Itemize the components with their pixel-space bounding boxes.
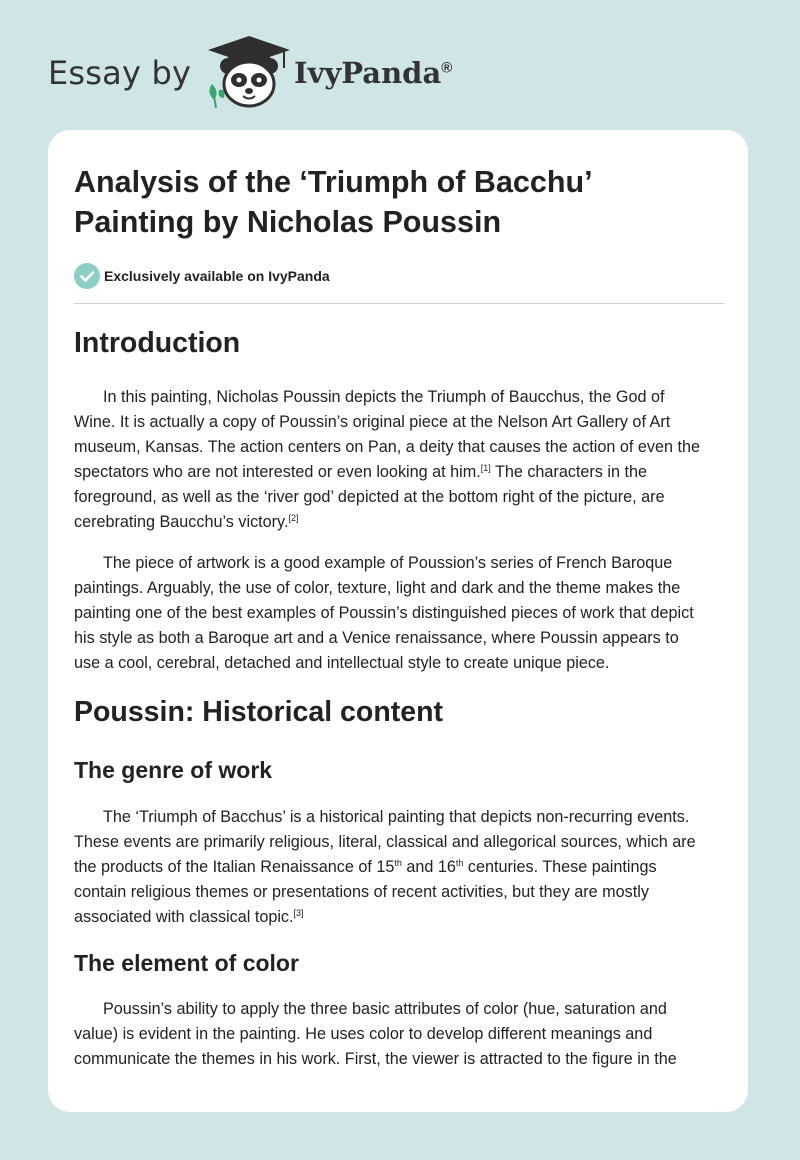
paragraph-intro-2 [74, 551, 724, 676]
text-run: associated with classical topic. [74, 908, 294, 926]
paragraph-line: In this painting, Nicholas Poussin depicts the Triumph of Baucchus, the God of [103, 388, 665, 406]
text-run: spectators who are not interested or even looking at him. [74, 463, 481, 481]
paragraph-line: These events are primarily religious, literal, classical and allegorical sources, which are [74, 833, 696, 851]
superscript[interactable]: [3] [293, 908, 304, 918]
paragraph-line: communicate the themes in his work. First, the viewer is attracted to the figure in the [74, 1050, 677, 1068]
superscript[interactable]: [2] [288, 513, 299, 523]
paragraph-line [74, 905, 724, 930]
superscript: th [455, 858, 464, 868]
paragraph-line [74, 855, 724, 880]
subheading-color: The element of color [74, 950, 299, 976]
paragraph-line: use a cool, cerebral, detached and intellectual style to create unique piece. [74, 654, 610, 672]
badge-label: Exclusively available on IvyPanda [104, 268, 330, 284]
text-run: the products of the Italian Renaissance of 15 [74, 858, 395, 876]
paragraph-line: Wine. It is actually a copy of Poussin’s original piece at the Nelson Art Gallery of Art [74, 413, 671, 431]
superscript[interactable]: [1] [480, 463, 491, 473]
divider [74, 303, 724, 304]
section-heading-historical: Poussin: Historical content [74, 696, 443, 728]
brand-header[interactable] [48, 34, 468, 110]
text-run: cerebrating Baucchu’s victory. [74, 513, 289, 531]
text-run: and 16 [401, 858, 456, 876]
checkmark-icon [74, 263, 100, 289]
paragraph-genre-1 [74, 805, 724, 930]
article-card [48, 130, 748, 1112]
paragraph-line: painting one of the best examples of Poussin’s distinguished pieces of work that depict [74, 604, 694, 622]
section-heading-introduction: Introduction [74, 327, 241, 359]
paragraph-line [74, 510, 724, 535]
paragraph-line: Poussin’s ability to apply the three basic attributes of color (hue, saturation and [103, 1000, 667, 1018]
paragraph-line: paintings. Arguably, the use of color, texture, light and dark and the theme makes the [74, 579, 681, 597]
paragraph-line: The piece of artwork is a good example of Poussion’s series of French Baroque [103, 554, 673, 572]
text-run: centuries. These paintings [463, 858, 657, 876]
paragraph-line: his style as both a Baroque art and a Venice renaissance, where Poussin appears to [74, 629, 679, 647]
superscript: th [394, 858, 402, 868]
subheading-genre: The genre of work [74, 757, 273, 783]
paragraph-line: contain religious themes or presentations of recent activities, but they are mostly [74, 883, 649, 901]
panda-logo-icon [204, 34, 294, 110]
paragraph-line: The ‘Triumph of Bacchus’ is a historical painting that depicts non-recurring events. [103, 808, 690, 826]
text-run: The characters in the [490, 463, 647, 481]
brand-prefix: Essay by [48, 54, 192, 92]
paragraph-line: museum, Kansas. The action centers on Pan, a deity that causes the action of even the [74, 438, 700, 456]
paragraph-line: foreground, as well as the ‘river god’ depicted at the bottom right of the picture, are [74, 488, 665, 506]
paragraph-line: value) is evident in the painting. He uses color to develop different meanings and [74, 1025, 653, 1043]
article-title: Analysis of the ‘Triumph of Bacchu’ Painting by Nicholas Poussin [74, 165, 593, 239]
brand-name: IvyPanda® [294, 56, 453, 90]
paragraph-color-1 [74, 997, 724, 1072]
paragraph-line [74, 460, 724, 485]
paragraph-intro-1 [74, 385, 724, 535]
